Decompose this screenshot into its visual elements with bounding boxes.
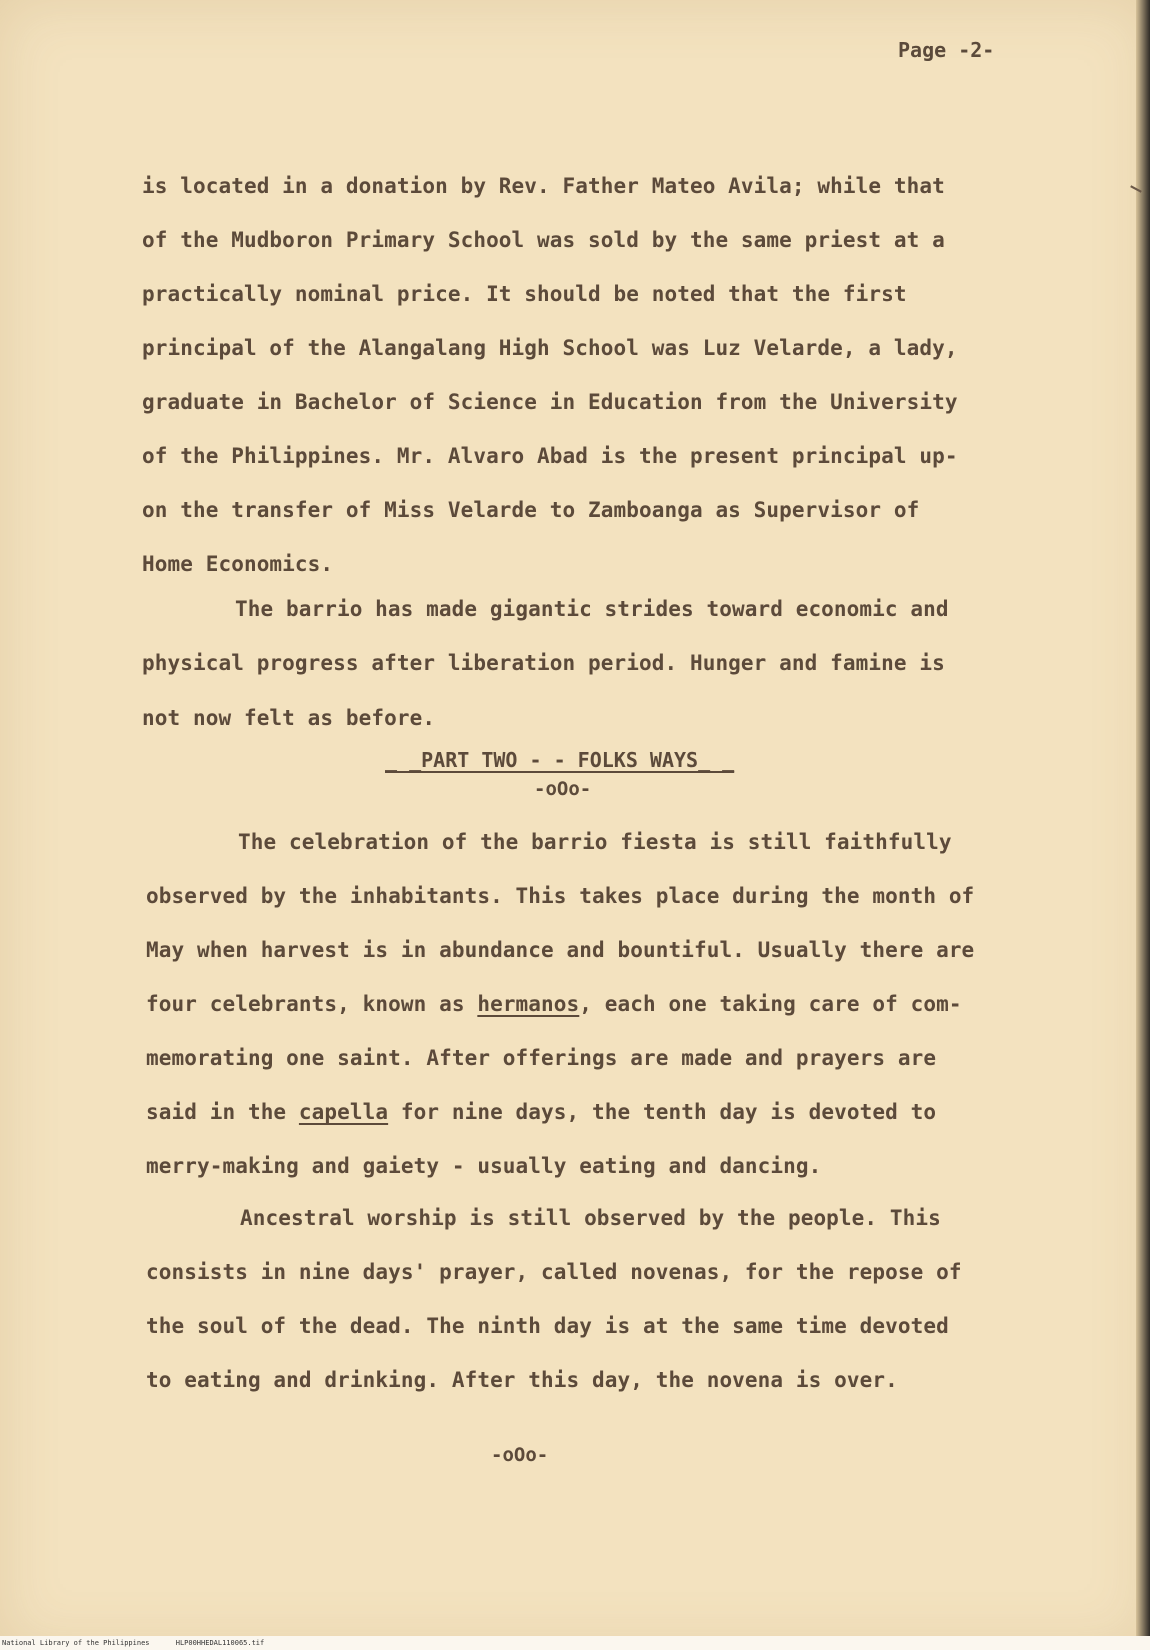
paragraph-1-line-7: on the transfer of Miss Velarde to Zamboanga as Supervisor of <box>142 498 920 522</box>
paragraph-1-line-3: practically nominal price. It should be noted that the first <box>142 282 907 306</box>
paragraph-3-line-7: merry-making and gaiety - usually eating and dancing. <box>146 1154 822 1178</box>
scan-footer <box>0 1636 1150 1650</box>
paragraph-1-line-5: graduate in Bachelor of Science in Education from the University <box>142 390 958 414</box>
paragraph-3-line-3: May when harvest is in abundance and bountiful. Usually there are <box>146 938 975 962</box>
footer-library: National Library of the Philippines <box>2 1639 150 1647</box>
line-text: , each one taking care of com- <box>579 992 962 1016</box>
page-edge-shadow <box>1136 0 1150 1650</box>
paragraph-3-line-4 <box>146 992 962 1016</box>
paragraph-4-line-4: to eating and drinking. After this day, the novena is over. <box>146 1368 898 1392</box>
paragraph-2-line-3: not now felt as before. <box>142 706 436 730</box>
paragraph-1-line-1: is located in a donation by Rev. Father Mateo Avila; while that <box>142 174 945 198</box>
term-capella: capella <box>298 1100 389 1124</box>
term-hermanos: hermanos <box>477 992 580 1016</box>
line-text: for nine days, the tenth day is devoted to <box>388 1100 937 1124</box>
paragraph-3-line-2: observed by the inhabitants. This takes place during the month of <box>146 884 975 908</box>
footer-file-id: HLP00HHEDAL110065.tif <box>175 1639 265 1647</box>
paragraph-3-line-5: memorating one saint. After offerings are made and prayers are <box>146 1046 937 1070</box>
heading-ornament: -oOo- <box>534 778 592 800</box>
line-text: four celebrants, known as <box>146 992 478 1016</box>
paragraph-1-line-4: principal of the Alangalang High School was Luz Velarde, a lady, <box>142 336 958 360</box>
end-ornament: -oOo- <box>491 1444 549 1466</box>
paragraph-3-line-1: The celebration of the barrio fiesta is still faithfully <box>238 830 952 854</box>
paragraph-1-line-8: Home Economics. <box>142 552 334 576</box>
paragraph-2-line-1: The barrio has made gigantic strides toward economic and <box>235 597 949 621</box>
paragraph-1-line-6: of the Philippines. Mr. Alvaro Abad is the present principal up- <box>142 444 958 468</box>
paragraph-4-line-2: consists in nine days' prayer, called novenas, for the repose of <box>146 1260 962 1284</box>
line-text: said in the <box>146 1100 299 1124</box>
paragraph-3-line-6 <box>146 1100 936 1124</box>
paragraph-4-line-1: Ancestral worship is still observed by the people. This <box>240 1206 941 1230</box>
paragraph-4-line-3: the soul of the dead. The ninth day is at the same time devoted <box>146 1314 949 1338</box>
page-number: Page -2- <box>898 38 995 62</box>
paragraph-1-line-2: of the Mudboron Primary School was sold by the same priest at a <box>142 228 945 252</box>
section-heading: _ _PART TWO - - FOLKS WAYS_ _ <box>385 748 735 772</box>
paragraph-2-line-2: physical progress after liberation period. Hunger and famine is <box>142 651 945 675</box>
